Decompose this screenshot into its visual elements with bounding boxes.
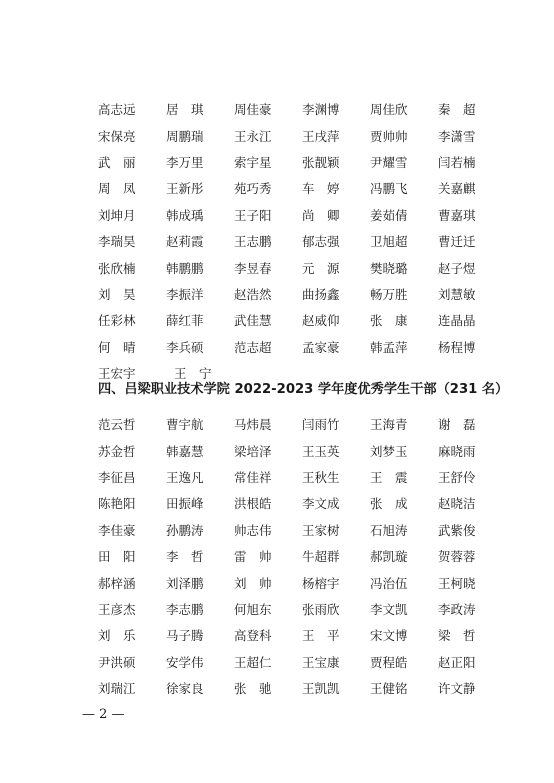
- person-name: 李昱春: [234, 260, 272, 276]
- person-name: 刘坤月: [98, 207, 136, 223]
- person-name: 王宝康: [302, 654, 340, 670]
- name-row: [98, 596, 498, 622]
- person-name: 苏金哲: [98, 443, 136, 459]
- person-name: 畅万胜: [370, 286, 408, 302]
- page-number: — 2 —: [82, 707, 125, 722]
- person-name: 赵正阳: [438, 654, 476, 670]
- person-name: 王家树: [302, 522, 340, 538]
- person-name: 李文成: [302, 496, 340, 512]
- person-name: 石旭涛: [370, 522, 408, 538]
- person-name: 赵晓洁: [438, 496, 476, 512]
- person-name: 刘 乐: [98, 628, 136, 644]
- person-name: 徐家良: [166, 681, 204, 697]
- person-name: 田 阳: [98, 549, 136, 565]
- person-name: 刘慧敏: [438, 286, 476, 302]
- name-row: [98, 649, 498, 675]
- person-name: 张 驰: [234, 681, 272, 697]
- person-name: 武佳慧: [234, 313, 272, 329]
- name-row: [98, 175, 498, 201]
- person-name: 王 震: [370, 469, 408, 485]
- person-name: 马炜晨: [234, 417, 272, 433]
- person-name: 姜茹倩: [370, 207, 408, 223]
- person-name: 洪根皓: [234, 496, 272, 512]
- person-name: 尹耀雪: [370, 154, 408, 170]
- person-name: 郁志强: [302, 234, 340, 250]
- person-name: 王彦杰: [98, 601, 136, 617]
- name-row: [98, 437, 498, 463]
- person-name: 许文静: [438, 681, 476, 697]
- person-name: 张 康: [370, 313, 408, 329]
- person-name: 贺蓉蓉: [438, 549, 476, 565]
- person-name: 王 平: [302, 628, 340, 644]
- person-name: 李志鹏: [166, 601, 204, 617]
- person-name: 韩孟萍: [370, 339, 408, 355]
- person-name: 刘瑞江: [98, 681, 136, 697]
- section-heading: 四、吕梁职业技术学院 2022-2023 学年度优秀学生干部（231 名）: [98, 382, 509, 397]
- person-name: 王 宁: [174, 366, 212, 382]
- name-row: [98, 411, 498, 437]
- person-name: 李兵硕: [166, 339, 204, 355]
- person-name: 韩嘉慧: [166, 443, 204, 459]
- person-name: 武紫俊: [438, 522, 476, 538]
- name-list-outstanding-cadres: [98, 411, 498, 701]
- person-name: 周鹏瑞: [166, 128, 204, 144]
- name-row: [98, 334, 498, 360]
- person-name: 张靓颖: [302, 154, 340, 170]
- person-name: 周佳豪: [234, 102, 272, 118]
- person-name: 冯鹏飞: [370, 181, 408, 197]
- name-row: [98, 464, 498, 490]
- person-name: 车 婷: [302, 181, 340, 197]
- person-name: 王海青: [370, 417, 408, 433]
- name-row: [98, 122, 498, 148]
- person-name: 周 凤: [98, 181, 136, 197]
- name-list-continued: [98, 96, 498, 386]
- name-row: [98, 543, 498, 569]
- person-name: 王子阳: [234, 207, 272, 223]
- person-name: 范云哲: [98, 417, 136, 433]
- name-row: [98, 96, 498, 122]
- person-name: 王柯晓: [438, 575, 476, 591]
- person-name: 居 琪: [166, 102, 204, 118]
- person-name: 曹迁迁: [438, 234, 476, 250]
- person-name: 尚 卿: [302, 207, 340, 223]
- person-name: 韩成瑀: [166, 207, 204, 223]
- person-name: 宋文博: [370, 628, 408, 644]
- person-name: 尹洪硕: [98, 654, 136, 670]
- person-name: 王健铭: [370, 681, 408, 697]
- person-name: 郝凯璇: [370, 549, 408, 565]
- name-row: [98, 622, 498, 648]
- person-name: 高登科: [234, 628, 272, 644]
- person-name: 索宇星: [234, 154, 272, 170]
- person-name: 连晶晶: [438, 313, 476, 329]
- person-name: 王舒伶: [438, 469, 476, 485]
- name-row: [98, 517, 498, 543]
- person-name: 刘泽鹏: [166, 575, 204, 591]
- person-name: 杨榕宇: [302, 575, 340, 591]
- person-name: 王秋生: [302, 469, 340, 485]
- name-row: [98, 490, 498, 516]
- person-name: 孙鹏涛: [166, 522, 204, 538]
- person-name: 雷 帅: [234, 549, 272, 565]
- name-row: [98, 202, 498, 228]
- person-name: 冯治伍: [370, 575, 408, 591]
- person-name: 韩鹏鹏: [166, 260, 204, 276]
- person-name: 王宏宇: [98, 366, 136, 382]
- person-name: 谢 磊: [438, 417, 476, 433]
- name-row: [98, 254, 498, 280]
- person-name: 高志远: [98, 102, 136, 118]
- person-name: 郝梓涵: [98, 575, 136, 591]
- person-name: 田振峰: [166, 496, 204, 512]
- person-name: 王逸凡: [166, 469, 204, 485]
- person-name: 贾帅帅: [370, 128, 408, 144]
- person-name: 王玉英: [302, 443, 340, 459]
- person-name: 范志超: [234, 339, 272, 355]
- person-name: 曹嘉琪: [438, 207, 476, 223]
- person-name: 宋保亮: [98, 128, 136, 144]
- person-name: 孟家豪: [302, 339, 340, 355]
- person-name: 李万里: [166, 154, 204, 170]
- person-name: 任彩林: [98, 313, 136, 329]
- person-name: 张雨欣: [302, 601, 340, 617]
- person-name: 牛超群: [302, 549, 340, 565]
- name-row: [98, 149, 498, 175]
- person-name: 赵莉霞: [166, 234, 204, 250]
- person-name: 武 丽: [98, 154, 136, 170]
- person-name: 李潇雪: [438, 128, 476, 144]
- person-name: 秦 超: [438, 102, 476, 118]
- person-name: 杨程博: [438, 339, 476, 355]
- person-name: 安学伟: [166, 654, 204, 670]
- name-row: [98, 307, 498, 333]
- person-name: 闫若楠: [438, 154, 476, 170]
- person-name: 李瑞昊: [98, 234, 136, 250]
- person-name: 贾程皓: [370, 654, 408, 670]
- person-name: 王新彤: [166, 181, 204, 197]
- person-name: 李 哲: [166, 549, 204, 565]
- person-name: 张 成: [370, 496, 408, 512]
- name-row: [98, 675, 498, 701]
- person-name: 李征昌: [98, 469, 136, 485]
- person-name: 李文凯: [370, 601, 408, 617]
- person-name: 李佳豪: [98, 522, 136, 538]
- person-name: 王戌萍: [302, 128, 340, 144]
- person-name: 常佳祥: [234, 469, 272, 485]
- person-name: 曹宇航: [166, 417, 204, 433]
- person-name: 陈艳阳: [98, 496, 136, 512]
- person-name: 苑巧秀: [234, 181, 272, 197]
- person-name: 周佳欣: [370, 102, 408, 118]
- person-name: 王超仁: [234, 654, 272, 670]
- person-name: 张欣楠: [98, 260, 136, 276]
- person-name: 梁 哲: [438, 628, 476, 644]
- person-name: 李渊博: [302, 102, 340, 118]
- person-name: 闫雨竹: [302, 417, 340, 433]
- person-name: 帅志伟: [234, 522, 272, 538]
- person-name: 曲扬鑫: [302, 286, 340, 302]
- person-name: 李振洋: [166, 286, 204, 302]
- person-name: 马子腾: [166, 628, 204, 644]
- person-name: 王永江: [234, 128, 272, 144]
- person-name: 麻晓雨: [438, 443, 476, 459]
- person-name: 薛红菲: [166, 313, 204, 329]
- person-name: 何旭东: [234, 601, 272, 617]
- person-name: 樊晓璐: [370, 260, 408, 276]
- person-name: 王凯凯: [302, 681, 340, 697]
- person-name: 卫旭超: [370, 234, 408, 250]
- person-name: 赵浩然: [234, 286, 272, 302]
- person-name: 刘 昊: [98, 286, 136, 302]
- person-name: 刘 帅: [234, 575, 272, 591]
- person-name: 刘梦玉: [370, 443, 408, 459]
- person-name: 元 源: [302, 260, 340, 276]
- name-row: [98, 569, 498, 595]
- person-name: 何 晴: [98, 339, 136, 355]
- name-row: [98, 281, 498, 307]
- person-name: 梁培泽: [234, 443, 272, 459]
- person-name: 赵子煜: [438, 260, 476, 276]
- person-name: 李政涛: [438, 601, 476, 617]
- name-row: [98, 228, 498, 254]
- person-name: 赵威仰: [302, 313, 340, 329]
- person-name: 王志鹏: [234, 234, 272, 250]
- person-name: 关嘉麒: [438, 181, 476, 197]
